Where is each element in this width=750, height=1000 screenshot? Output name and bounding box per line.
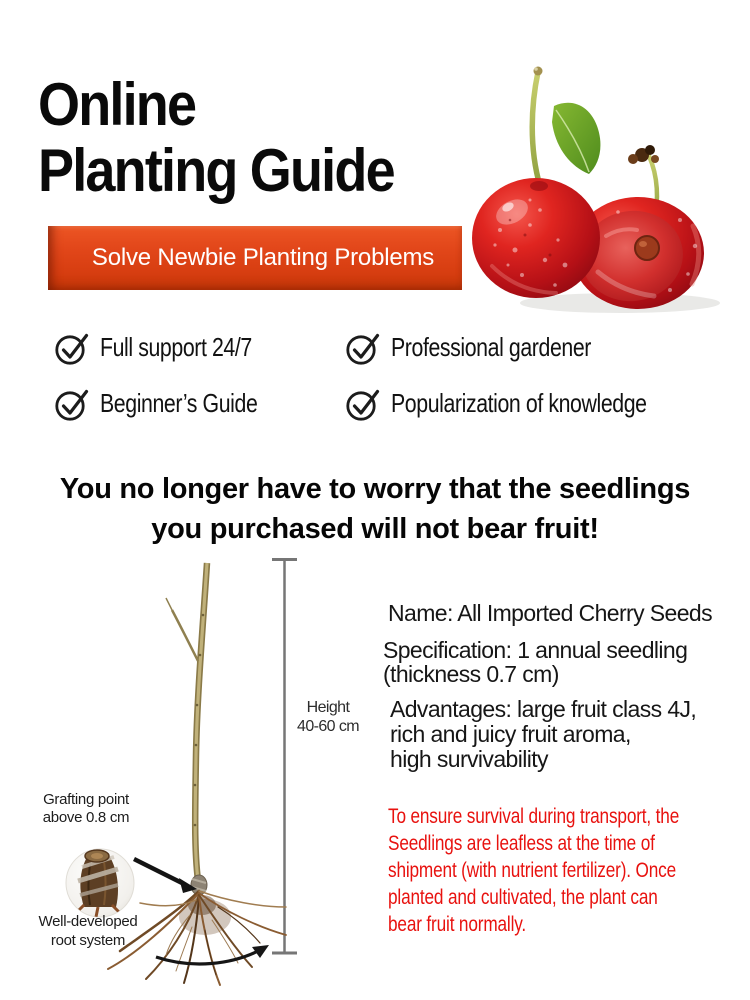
headline-line1: You no longer have to worry that the seedlings xyxy=(59,473,691,505)
title-line1: Online xyxy=(38,71,196,138)
feature-item-support xyxy=(55,331,346,364)
check-circle-icon xyxy=(55,331,91,365)
product-name: Name: All Imported Cherry Seeds xyxy=(388,600,712,626)
height-measure-line xyxy=(272,560,297,954)
product-advantages: Advantages: large fruit class 4J, rich and juicy fruit aroma, high survivability xyxy=(390,696,697,772)
page-title xyxy=(38,72,394,204)
title-line2: Planting Guide xyxy=(38,137,394,204)
shipping-note: To ensure survival during transport, the Seedlings are leafless at the time of shipment (with nutrient fertilizer). Once planted and cultivated, the plant can bear fruit normally. xyxy=(388,805,680,936)
grafting-arrow xyxy=(134,859,197,893)
product-info xyxy=(383,601,712,772)
grafting-point-label: Grafting point above 0.8 cm xyxy=(42,791,130,826)
cherries-image xyxy=(470,60,750,320)
feature-item-gardener xyxy=(346,331,703,364)
check-circle-icon xyxy=(346,331,382,365)
seedling-stem xyxy=(166,563,207,895)
feature-item-knowledge xyxy=(346,387,703,420)
feature-label: Full support 24/7 xyxy=(100,332,252,362)
features-list xyxy=(55,331,703,420)
dried-blossom xyxy=(628,145,659,164)
root-system-label: Well-developed root system xyxy=(38,913,138,949)
check-circle-icon xyxy=(55,387,91,421)
check-circle-icon xyxy=(346,387,382,421)
promo-banner xyxy=(48,226,462,290)
feature-label: Popularization of knowledge xyxy=(391,388,647,418)
grafting-point-inset xyxy=(66,849,134,917)
feature-item-guide xyxy=(55,387,346,420)
headline xyxy=(0,469,750,549)
headline-line2: you purchased will not bear fruit! xyxy=(151,513,599,545)
feature-label: Professional gardener xyxy=(391,332,591,362)
cherry-leaf xyxy=(552,103,600,174)
height-label: Height 40-60 cm xyxy=(297,699,359,735)
feature-label: Beginner’s Guide xyxy=(100,388,258,418)
promo-banner-label: Solve Newbie Planting Problems xyxy=(91,244,435,271)
product-specification: Specification: 1 annual seedling (thickness 0.7 cm) xyxy=(383,637,688,687)
